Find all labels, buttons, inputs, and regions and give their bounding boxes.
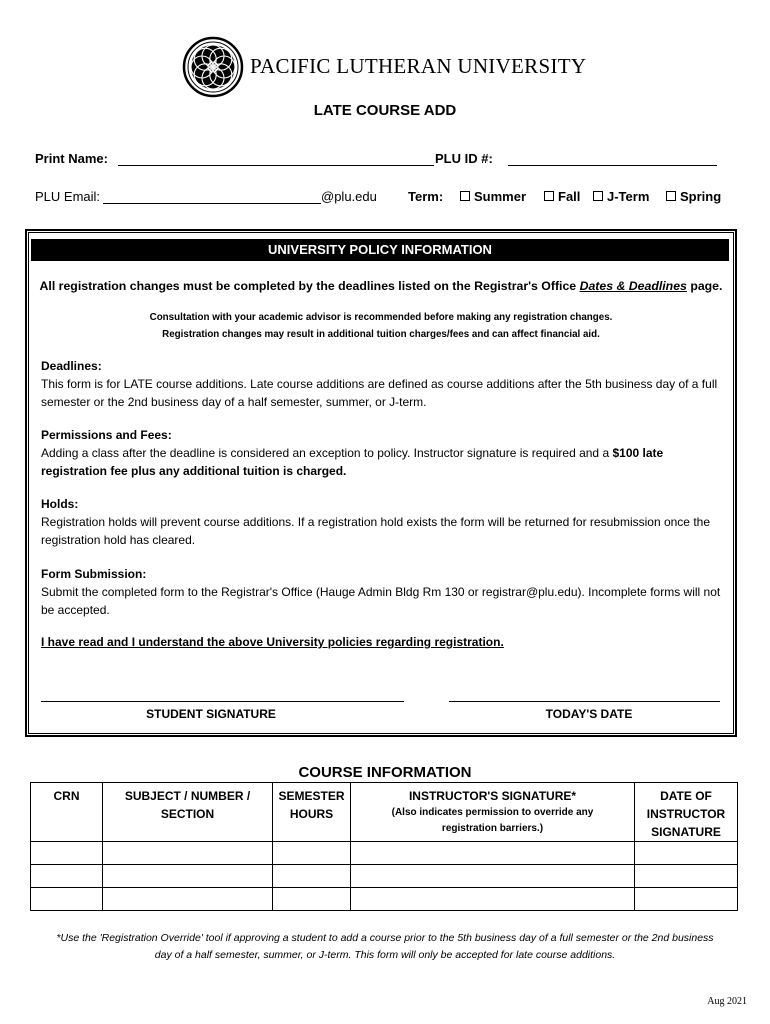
late-fee-notice: $100 late registration fee plus any additional tuition is charged.	[41, 446, 664, 478]
checkbox-icon[interactable]	[666, 191, 676, 201]
col-subject: SUBJECT / NUMBER / SECTION	[103, 783, 273, 842]
date-cell[interactable]	[635, 888, 738, 911]
col-semester-hours: SEMESTER HOURS	[273, 783, 351, 842]
todays-date-label: TODAY'S DATE	[545, 707, 633, 721]
table-row	[31, 888, 738, 911]
checkbox-icon[interactable]	[544, 191, 554, 201]
subject-cell[interactable]	[103, 888, 273, 911]
term-option-spring[interactable]: Spring	[666, 189, 721, 204]
form-submission-title: Form Submission:	[41, 567, 147, 581]
deadlines-title: Deadlines:	[41, 359, 102, 373]
print-name-field[interactable]	[118, 151, 434, 166]
holds-text: Registration holds will prevent course additions. If a registration hold exists the form will be returned for resubmission once the registration hold has cleared.	[41, 515, 710, 547]
hours-cell[interactable]	[273, 865, 351, 888]
hours-cell[interactable]	[273, 842, 351, 865]
signature-cell[interactable]	[351, 888, 635, 911]
course-info-title: COURSE INFORMATION	[298, 764, 472, 781]
student-signature-line[interactable]	[41, 701, 404, 702]
table-row	[31, 842, 738, 865]
table-row	[31, 865, 738, 888]
policy-note-line2: Registration changes may result in additional tuition charges/fees and can affect financial aid.	[162, 329, 600, 340]
holds-title: Holds:	[41, 497, 79, 511]
policy-heading: UNIVERSITY POLICY INFORMATION	[31, 239, 729, 261]
hours-cell[interactable]	[273, 888, 351, 911]
crn-cell[interactable]	[31, 888, 103, 911]
course-table-header	[31, 783, 738, 842]
term-label: Term:	[408, 189, 444, 204]
plu-email-label: PLU Email:	[35, 189, 101, 204]
checkbox-icon[interactable]	[593, 191, 603, 201]
crn-cell[interactable]	[31, 865, 103, 888]
form-submission-text: Submit the completed form to the Registrar's Office (Hauge Admin Bldg Rm 130 or registrar@plu.edu). Incomplete forms will not be accepted.	[41, 585, 721, 617]
dates-deadlines-link[interactable]: Dates & Deadlines	[579, 279, 687, 293]
acknowledgement-statement: I have read and I understand the above University policies regarding registration.	[41, 635, 504, 649]
plu-id-field[interactable]	[508, 151, 717, 166]
signature-cell[interactable]	[351, 865, 635, 888]
email-domain-suffix: @plu.edu	[321, 189, 377, 204]
col-crn: CRN	[31, 783, 103, 842]
plu-id-label: PLU ID #:	[435, 151, 493, 166]
col-date-of-signature: DATE OF INSTRUCTOR SIGNATURE	[635, 783, 738, 842]
policy-box	[28, 232, 734, 734]
checkbox-icon[interactable]	[460, 191, 470, 201]
subject-cell[interactable]	[103, 842, 273, 865]
form-revision-date: Aug 2021	[707, 996, 747, 1007]
university-name: PACIFIC LUTHERAN UNIVERSITY	[250, 54, 587, 78]
crn-cell[interactable]	[31, 842, 103, 865]
permissions-fees-text: Adding a class after the deadline is considered an exception to policy. Instructor signature is required and a $100 late registration fee plus any additional tuition is charged.	[41, 446, 664, 478]
plu-email-field[interactable]	[103, 189, 321, 204]
col-instructor-signature: INSTRUCTOR'S SIGNATURE* (Also indicates permission to override any registration barriers.)	[351, 783, 635, 842]
university-seal-logo	[182, 36, 244, 98]
todays-date-line[interactable]	[449, 701, 720, 702]
print-name-label: Print Name:	[35, 151, 108, 166]
term-option-fall[interactable]: Fall	[544, 189, 580, 204]
signature-cell[interactable]	[351, 842, 635, 865]
policy-lead-text: All registration changes must be completed by the deadlines listed on the Registrar's Office Dates & Deadlines page.	[39, 279, 723, 293]
student-signature-label: STUDENT SIGNATURE	[146, 707, 276, 721]
term-option-summer[interactable]: Summer	[460, 189, 526, 204]
permissions-fees-title: Permissions and Fees:	[41, 428, 172, 442]
course-table	[30, 782, 738, 911]
form-title: LATE COURSE ADD	[313, 102, 457, 119]
date-cell[interactable]	[635, 865, 738, 888]
deadlines-text: This form is for LATE course additions. Late course additions are defined as course additions after the 5th business day of a full semester or the 2nd business day of a half semester, summer, or J-term.	[41, 377, 718, 409]
date-cell[interactable]	[635, 842, 738, 865]
override-footnote: *Use the 'Registration Override' tool if approving a student to add a course prior to the 5th business day of a full semester or the 2nd business day of a half semester, summer, or J-term. This form will only be accepted for late course additions.	[56, 932, 714, 961]
policy-note-line1: Consultation with your academic advisor is recommended before making any registration changes.	[149, 312, 613, 323]
subject-cell[interactable]	[103, 865, 273, 888]
term-option-jterm[interactable]: J-Term	[593, 189, 649, 204]
